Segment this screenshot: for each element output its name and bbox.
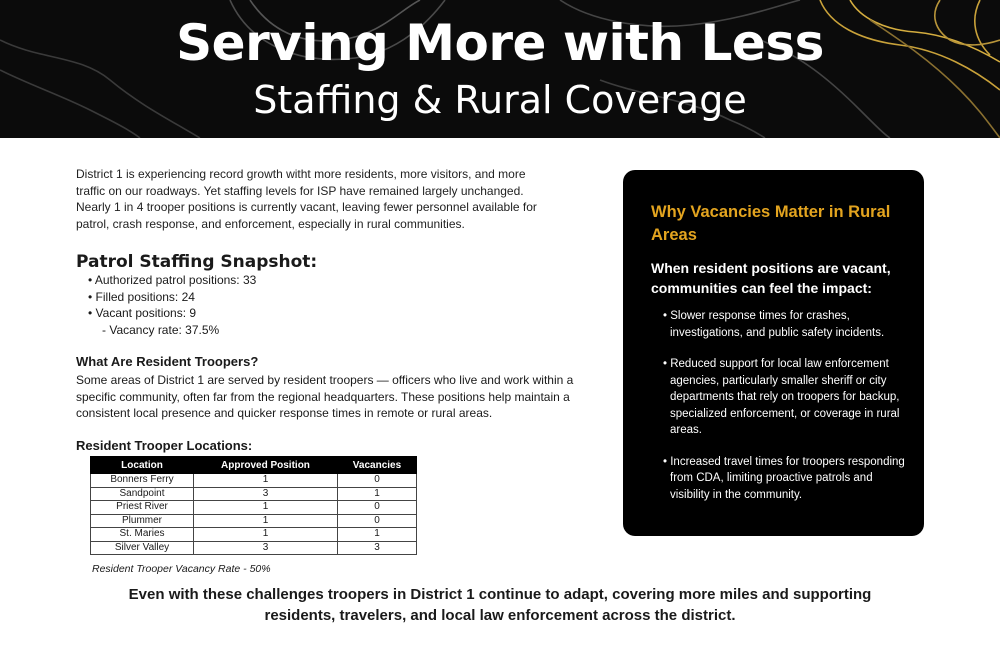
resident-paragraph: Some areas of District 1 are served by resident troopers — officers who live and work within a specific community, often far from the regional headquarters. These positions help maintain a consistent local presence and quicker response times in remote or rural areas. <box>76 373 574 420</box>
table-cell: Silver Valley <box>91 541 194 555</box>
snapshot-item: • Authorized patrol positions: 33 <box>88 272 256 289</box>
table-cell: St. Maries <box>91 528 194 542</box>
table-cell: 1 <box>337 528 416 542</box>
table-cell: 0 <box>337 514 416 528</box>
table-cell: 1 <box>337 487 416 501</box>
impact-item: • Slower response times for crashes, investigations, and public safety incidents. <box>663 308 907 341</box>
table-header-row <box>91 457 417 474</box>
column-header: Approved Position <box>194 457 338 474</box>
why-vacancies-panel <box>623 170 924 536</box>
snapshot-item: • Vacant positions: 9 <box>88 305 256 322</box>
impact-item: • Increased travel times for troopers responding from CDA, limiting proactive patrols and visibility in the community. <box>663 454 907 504</box>
table-row <box>91 541 417 555</box>
snapshot-subitem: - Vacancy rate: 37.5% <box>88 322 256 339</box>
table-row <box>91 474 417 488</box>
column-header: Location <box>91 457 194 474</box>
page-subtitle: Staffing & Rural Coverage <box>253 78 747 122</box>
panel-lead: When resident positions are vacant, communities can feel the impact: <box>651 260 891 296</box>
footer-statement: Even with these challenges troopers in District 1 continue to adapt, covering more miles and supporting residents, travelers, and local law enforcement across the district. <box>128 586 872 624</box>
impact-item: • Reduced support for local law enforcement agencies, particularly smaller sheriff or city departments that rely on troopers for backup, specialized enforcement, or coverage in rural areas. <box>663 356 907 439</box>
impact-list <box>663 308 907 518</box>
table-row <box>91 501 417 515</box>
table-cell: 1 <box>194 501 338 515</box>
table-cell: 3 <box>337 541 416 555</box>
table-cell: 1 <box>194 514 338 528</box>
locations-heading: Resident Trooper Locations: <box>76 438 253 453</box>
vacancy-rate-note: Resident Trooper Vacancy Rate - 50% <box>92 563 271 575</box>
table-cell: 3 <box>194 541 338 555</box>
resident-heading: What Are Resident Troopers? <box>76 354 259 369</box>
table-row <box>91 487 417 501</box>
header-banner <box>0 0 1000 138</box>
panel-title: Why Vacancies Matter in Rural Areas <box>651 203 891 244</box>
intro-paragraph: District 1 is experiencing record growth witht more residents, more visitors, and more traffic on our roadways. Yet staffing levels for ISP have remained largely unchanged. Nearly 1 in 4 trooper positions is currently vacant, leaving fewer personnel available for patrol, crash response, and enforcement, especially in rural communities. <box>76 167 537 231</box>
table-cell: Bonners Ferry <box>91 474 194 488</box>
table-cell: 1 <box>194 528 338 542</box>
table-cell: Plummer <box>91 514 194 528</box>
table-cell: 3 <box>194 487 338 501</box>
table-cell: 0 <box>337 501 416 515</box>
snapshot-list <box>88 272 256 338</box>
table-row <box>91 528 417 542</box>
table-cell: Sandpoint <box>91 487 194 501</box>
page-title: Serving More with Less <box>176 14 824 72</box>
snapshot-item: • Filled positions: 24 <box>88 289 256 306</box>
table-cell: 1 <box>194 474 338 488</box>
table-cell: 0 <box>337 474 416 488</box>
table-row <box>91 514 417 528</box>
locations-table <box>90 456 417 555</box>
column-header: Vacancies <box>337 457 416 474</box>
snapshot-heading: Patrol Staffing Snapshot: <box>76 252 318 272</box>
table-cell: Priest River <box>91 501 194 515</box>
